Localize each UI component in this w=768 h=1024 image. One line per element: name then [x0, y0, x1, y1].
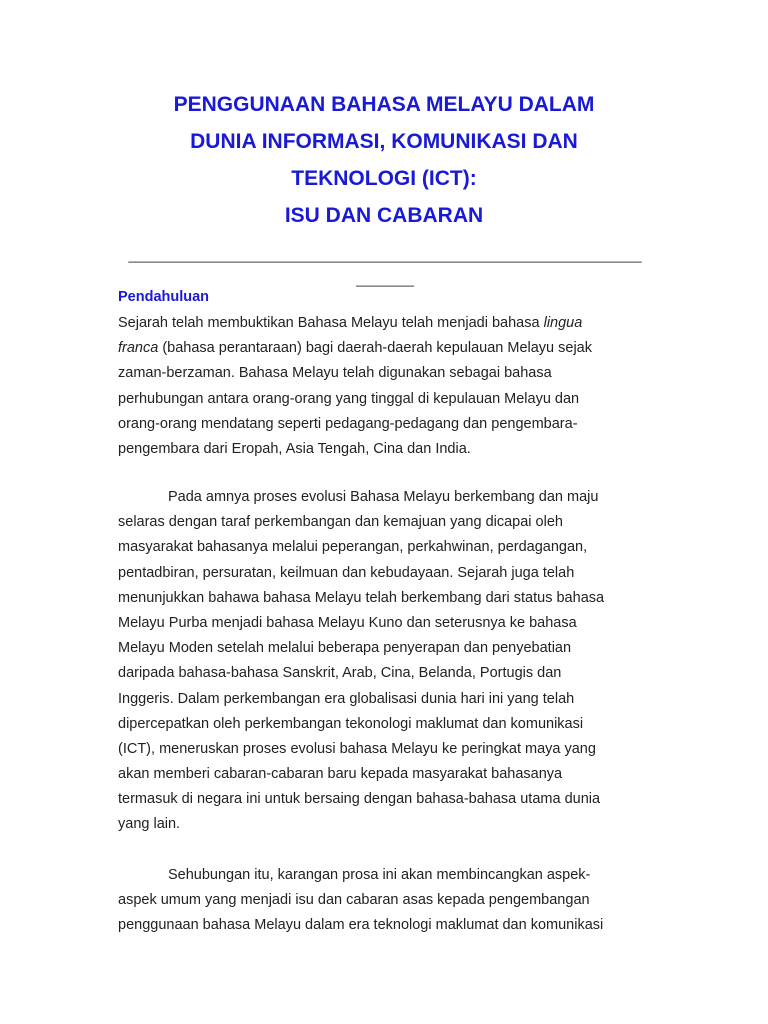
title-line-1: PENGGUNAAN BAHASA MELAYU DALAM — [173, 93, 595, 116]
document-title — [0, 86, 768, 234]
paragraph-line: Melayu Moden setelah melalui beberapa penyerapan dan penyebatian — [118, 640, 572, 657]
title-line-4: ISU DAN CABARAN — [284, 204, 484, 227]
italic-text: franca — [118, 340, 159, 357]
paragraph-3 — [118, 863, 658, 939]
paragraph-1 — [118, 311, 658, 462]
paragraph-line: orang-orang mendatang seperti pedagang-pedagang dan pengembara- — [118, 415, 578, 432]
paragraph-line: yang lain. — [118, 816, 181, 833]
paragraph-2 — [118, 485, 658, 838]
separator-rule — [118, 244, 652, 292]
paragraph-line: perhubungan antara orang-orang yang tinggal di kepulauan Melayu dan — [118, 390, 580, 407]
paragraph-line: pengembara dari Eropah, Asia Tengah, Cina dan India. — [118, 440, 471, 457]
paragraph-line: Pada amnya proses evolusi Bahasa Melayu berkembang dan maju — [168, 489, 599, 505]
paragraph-line: daripada bahasa-bahasa Sanskrit, Arab, Cina, Belanda, Portugis dan — [118, 665, 562, 682]
paragraph-line: zaman-berzaman. Bahasa Melayu telah digunakan sebagai bahasa — [118, 365, 552, 382]
paragraph-line: Inggeris. Dalam perkembangan era globalisasi dunia hari ini yang telah — [118, 690, 575, 707]
paragraph-line: selaras dengan taraf perkembangan dan kemajuan yang dicapai oleh — [118, 514, 563, 531]
title-line-3: TEKNOLOGI (ICT): — [291, 167, 477, 190]
paragraph-line: masyarakat bahasanya melalui peperangan, perkahwinan, perdagangan, — [118, 539, 588, 556]
paragraph-line: aspek umum yang menjadi isu dan cabaran asas kepada pengembangan — [118, 892, 590, 909]
text-run: Sejarah telah membuktikan Bahasa Melayu telah menjadi bahasa — [118, 315, 544, 331]
paragraph-line: akan memberi cabaran-cabaran baru kepada masyarakat bahasanya — [118, 766, 563, 783]
paragraph-line: menunjukkan bahawa bahasa Melayu telah berkembang dari status bahasa — [118, 589, 605, 606]
paragraph-line: Sehubungan itu, karangan prosa ini akan membincangkan aspek- — [168, 867, 591, 883]
paragraph-line: dipercepatkan oleh perkembangan tekonologi maklumat dan komunikasi — [118, 715, 584, 732]
paragraph-line: (ICT), meneruskan proses evolusi bahasa Melayu ke peringkat maya yang — [118, 740, 596, 757]
italic-text: lingua — [543, 315, 583, 331]
text-run: (bahasa perantaraan) bagi daerah-daerah kepulauan Melayu sejak — [158, 340, 592, 357]
title-line-2: DUNIA INFORMASI, KOMUNIKASI DAN — [190, 130, 578, 153]
paragraph-line: penggunaan bahasa Melayu dalam era teknologi maklumat dan komunikasi — [118, 917, 604, 934]
paragraph-line — [118, 311, 658, 336]
rule-line-2: ________ — [356, 272, 414, 287]
paragraph-line: Melayu Purba menjadi bahasa Melayu Kuno dan seterusnya ke bahasa — [118, 614, 577, 631]
paragraph-line: termasuk di negara ini untuk bersaing dengan bahasa-bahasa utama dunia — [118, 791, 601, 808]
paragraph-line: pentadbiran, persuratan, keilmuan dan kebudayaan. Sejarah juga telah — [118, 564, 575, 581]
paragraph-line — [118, 336, 658, 361]
rule-line-1: _______________________________________________________________________ — [128, 248, 642, 263]
section-heading: Pendahuluan — [118, 289, 210, 305]
